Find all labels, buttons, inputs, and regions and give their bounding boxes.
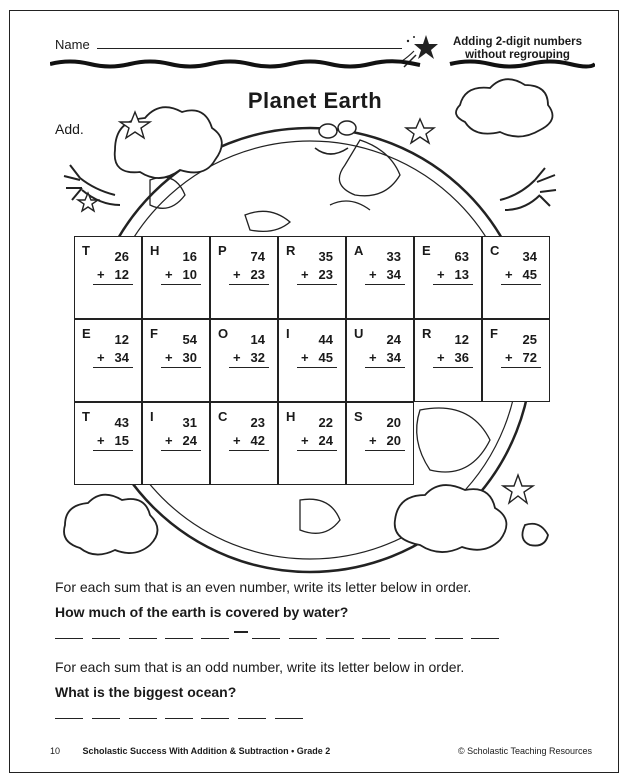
sum-line (297, 367, 337, 368)
plus-sign: + (369, 350, 377, 365)
problem-cell[interactable] (278, 319, 346, 402)
answer-blank[interactable] (165, 638, 193, 639)
sum-line (365, 367, 405, 368)
problem-letter: U (354, 326, 364, 341)
answer-blank[interactable] (129, 718, 157, 719)
plus-sign: + (233, 433, 241, 448)
problem-top-number: 12 (454, 332, 469, 347)
footer-left (50, 746, 330, 756)
problem-letter: E (422, 243, 431, 258)
problem-top-number: 20 (386, 415, 401, 430)
answer-blank[interactable] (165, 718, 193, 719)
sum-line (161, 367, 201, 368)
question2-prompt: What is the biggest ocean? (55, 684, 237, 700)
sum-line (501, 367, 541, 368)
problem-top-number: 24 (386, 332, 401, 347)
sum-line (161, 450, 201, 451)
copyright: © Scholastic Teaching Resources (457, 746, 592, 756)
topic-title-line1: Adding 2-digit numbers (452, 36, 583, 48)
problem-cell[interactable] (142, 236, 210, 319)
answer-blank[interactable] (55, 638, 83, 639)
problem-bottom-number: 30 (182, 350, 197, 365)
problem-letter: E (82, 326, 91, 341)
problem-bottom-number: 42 (250, 433, 265, 448)
topic-title-line2: without regrouping (465, 49, 570, 61)
problem-cell[interactable] (210, 402, 278, 485)
problem-cell[interactable] (414, 319, 482, 402)
sum-line (433, 367, 473, 368)
problem-cell[interactable] (278, 402, 346, 485)
problem-bottom-number: 45 (318, 350, 333, 365)
plus-sign: + (369, 267, 377, 282)
problem-cell[interactable] (74, 319, 142, 402)
problem-cell[interactable] (210, 236, 278, 319)
problem-top-number: 63 (454, 249, 469, 264)
plus-sign: + (301, 350, 309, 365)
sum-line (161, 284, 201, 285)
book-title: Scholastic Success With Addition & Subtraction • Grade 2 (82, 746, 331, 756)
problem-cell[interactable] (414, 236, 482, 319)
plus-sign: + (165, 350, 173, 365)
problem-cell[interactable] (482, 236, 550, 319)
problem-bottom-number: 34 (114, 350, 129, 365)
problem-top-number: 43 (114, 415, 129, 430)
sum-line (229, 367, 269, 368)
sum-line (93, 284, 133, 285)
problem-bottom-number: 15 (114, 433, 129, 448)
problem-letter: R (286, 243, 296, 258)
answer-blank[interactable] (398, 638, 426, 639)
plus-sign: + (233, 350, 241, 365)
problem-letter: T (82, 243, 90, 258)
problem-top-number: 33 (386, 249, 401, 264)
answer-blank[interactable] (435, 638, 463, 639)
problem-bottom-number: 34 (386, 350, 401, 365)
problem-top-number: 31 (182, 415, 197, 430)
plus-sign: + (301, 433, 309, 448)
question1-instruction: For each sum that is an even number, write its letter below in order. (55, 579, 472, 595)
problem-bottom-number: 20 (386, 433, 401, 448)
problem-letter: H (286, 409, 296, 424)
problem-top-number: 34 (522, 249, 537, 264)
problem-cell[interactable] (346, 402, 414, 485)
problem-letter: F (150, 326, 158, 341)
problem-letter: H (150, 243, 160, 258)
problem-bottom-number: 13 (454, 267, 469, 282)
plus-sign: + (301, 267, 309, 282)
question2-instruction: For each sum that is an odd number, write its letter below in order. (55, 659, 465, 675)
problem-bottom-number: 23 (318, 267, 333, 282)
problem-cell[interactable] (142, 319, 210, 402)
sum-line (297, 450, 337, 451)
sum-line (501, 284, 541, 285)
hyphen-mark (234, 631, 248, 633)
problem-bottom-number: 24 (182, 433, 197, 448)
plus-sign: + (369, 433, 377, 448)
problem-cell[interactable] (482, 319, 550, 402)
problem-bottom-number: 36 (454, 350, 469, 365)
answer-blank[interactable] (362, 638, 390, 639)
instruction-text: Add. (55, 121, 84, 137)
problem-letter: F (490, 326, 498, 341)
answer-blank[interactable] (92, 638, 120, 639)
problem-letter: I (286, 326, 290, 341)
plus-sign: + (165, 433, 173, 448)
problem-letter: T (82, 409, 90, 424)
problem-top-number: 74 (250, 249, 265, 264)
problem-top-number: 23 (250, 415, 265, 430)
sum-line (93, 367, 133, 368)
question1-prompt: How much of the earth is covered by water? (55, 604, 349, 620)
plus-sign: + (437, 267, 445, 282)
problem-top-number: 44 (318, 332, 333, 347)
problem-top-number: 14 (250, 332, 265, 347)
plus-sign: + (505, 350, 513, 365)
problem-bottom-number: 10 (182, 267, 197, 282)
name-label: Name (55, 37, 90, 52)
sum-line (297, 284, 337, 285)
answer-blank[interactable] (201, 638, 229, 639)
sum-line (433, 284, 473, 285)
problem-top-number: 12 (114, 332, 129, 347)
plus-sign: + (97, 433, 105, 448)
answer-blank[interactable] (289, 638, 317, 639)
problem-bottom-number: 72 (522, 350, 537, 365)
plus-sign: + (233, 267, 241, 282)
answer-blank[interactable] (238, 718, 266, 719)
sum-line (93, 450, 133, 451)
problem-cell[interactable] (210, 319, 278, 402)
problem-bottom-number: 32 (250, 350, 265, 365)
problem-letter: O (218, 326, 229, 341)
answer-blank[interactable] (55, 718, 83, 719)
answer-blank[interactable] (471, 638, 499, 639)
plus-sign: + (165, 267, 173, 282)
sum-line (229, 450, 269, 451)
problem-bottom-number: 23 (250, 267, 265, 282)
answer-blank[interactable] (252, 638, 280, 639)
plus-sign: + (505, 267, 513, 282)
problem-cell[interactable] (74, 236, 142, 319)
plus-sign: + (97, 267, 105, 282)
answer-blank[interactable] (92, 718, 120, 719)
answer-blank[interactable] (275, 718, 303, 719)
answer-blank[interactable] (129, 638, 157, 639)
problem-letter: C (490, 243, 500, 258)
problem-bottom-number: 24 (318, 433, 333, 448)
problem-cell[interactable] (346, 236, 414, 319)
answer-blank[interactable] (201, 718, 229, 719)
sum-line (229, 284, 269, 285)
problem-top-number: 16 (182, 249, 197, 264)
problem-letter: C (218, 409, 228, 424)
plus-sign: + (437, 350, 445, 365)
problem-bottom-number: 45 (522, 267, 537, 282)
answer-blank[interactable] (326, 638, 354, 639)
sum-line (365, 284, 405, 285)
problem-letter: R (422, 326, 432, 341)
sum-line (365, 450, 405, 451)
problem-bottom-number: 34 (386, 267, 401, 282)
problem-letter: A (354, 243, 364, 258)
problem-top-number: 35 (318, 249, 333, 264)
problem-letter: P (218, 243, 227, 258)
page-number: 10 (50, 746, 61, 756)
page-title: Planet Earth (247, 88, 383, 113)
problem-bottom-number: 12 (114, 267, 129, 282)
problem-cell[interactable] (142, 402, 210, 485)
problem-cell[interactable] (346, 319, 414, 402)
problem-top-number: 54 (182, 332, 197, 347)
problem-cell[interactable] (74, 402, 142, 485)
problem-cell[interactable] (278, 236, 346, 319)
problem-top-number: 25 (522, 332, 537, 347)
problem-top-number: 26 (114, 249, 129, 264)
problem-top-number: 22 (318, 415, 333, 430)
plus-sign: + (97, 350, 105, 365)
problem-letter: S (354, 409, 363, 424)
problem-letter: I (150, 409, 154, 424)
